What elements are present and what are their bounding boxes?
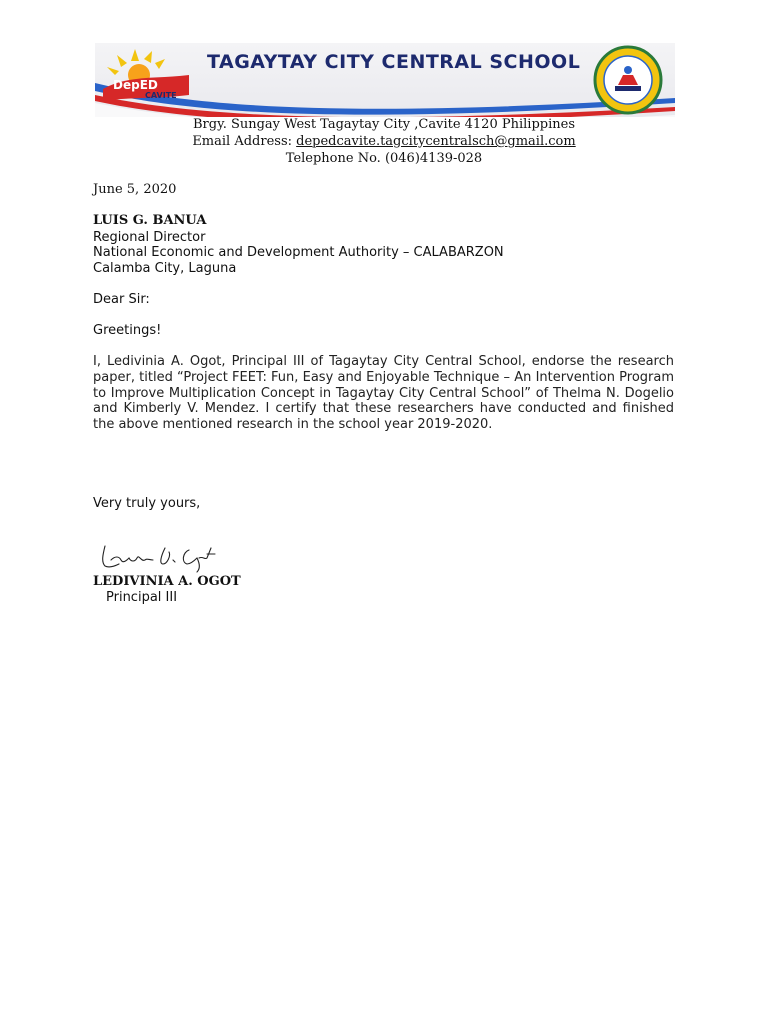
email-line [0, 133, 768, 150]
recipient-title: Regional Director [93, 230, 206, 245]
letter-body-paragraph: I, Ledivinia A. Ogot, Principal III of Tagaytay City Central School, endorse the research paper, titled “Project FEET: Fun, Easy and Enjoyable Technique – An Intervention Program to Improve Multiplication Concept in Tagaytay City Central School” of Thelma N. Dogelio and Kimberly V. Mendez. I certify that these researchers have conducted and finished the above mentioned research in the school year 2019-2020. [93, 354, 674, 433]
letterhead-address-block [0, 116, 768, 167]
recipient-name: LUIS G. BANUA [93, 213, 207, 228]
closing: Very truly yours, [93, 496, 201, 511]
address-line: Brgy. Sungay West Tagaytay City ,Cavite 4120 Philippines [192, 117, 575, 132]
email-link[interactable]: depedcavite.tagcitycentralsch@gmail.com [296, 134, 576, 149]
greeting: Greetings! [93, 323, 162, 338]
letter-date: June 5, 2020 [93, 182, 177, 197]
school-seal [585, 45, 671, 115]
signatory-title: Principal III [106, 590, 178, 605]
deped-logo-text: DepED [113, 78, 158, 92]
recipient-organization: National Economic and Development Authority – CALABARZON [93, 245, 504, 260]
letterhead-banner [95, 43, 675, 117]
school-name: TAGAYTAY CITY CENTRAL SCHOOL [207, 51, 581, 73]
salutation: Dear Sir: [93, 292, 150, 307]
signatory-name: LEDIVINIA A. OGOT [93, 574, 241, 589]
email-label: Email Address: [192, 134, 292, 149]
deped-logo-subtext: CAVITE [145, 91, 177, 100]
deped-cavite-logo [97, 45, 192, 107]
telephone-line: Telephone No. (046)4139-028 [285, 151, 483, 166]
recipient-location: Calamba City, Laguna [93, 261, 237, 276]
handwritten-signature [99, 538, 219, 574]
